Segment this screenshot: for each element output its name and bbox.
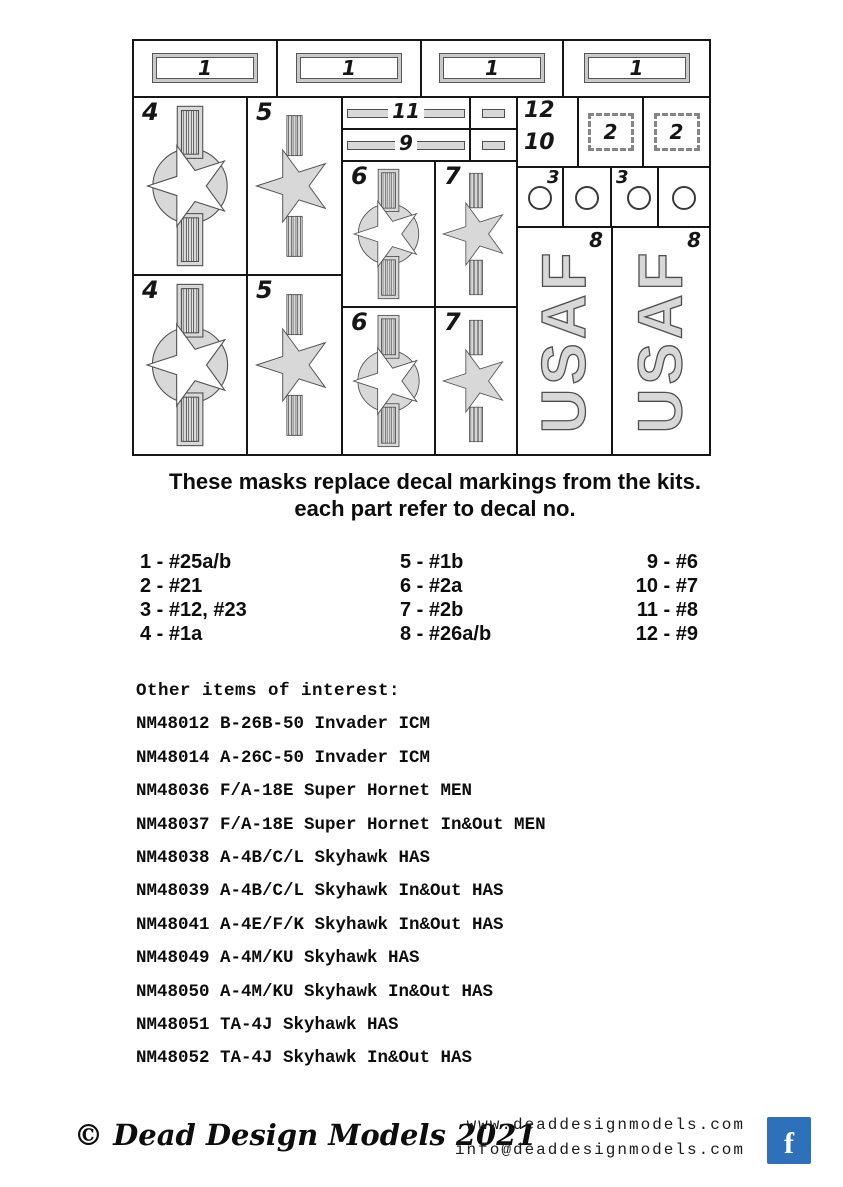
mask-5-panel [247, 97, 342, 275]
list-item: NM48038 A-4B/C/L Skyhawk HAS [136, 847, 431, 868]
star-insignia [247, 98, 342, 271]
mask-7-panel [435, 307, 517, 455]
mask-2-dashed-square [654, 113, 700, 151]
mask-1-cell [421, 40, 563, 97]
contact-block [455, 1113, 745, 1163]
decal-map-entry: 6 - #2a [400, 575, 463, 597]
mask-1-strip [440, 54, 544, 82]
mask-number: 3 [616, 167, 629, 188]
mask-1-strip [297, 54, 401, 82]
list-item: NM48041 A-4E/F/K Skyhawk In&Out HAS [136, 914, 504, 935]
mask-number: 7 [444, 308, 461, 336]
strip-label-cell [517, 97, 578, 167]
decal-map-entry: 12 - #9 [635, 623, 698, 645]
mask-3-circle [528, 186, 552, 210]
mask-1-strip [153, 54, 257, 82]
mask-4-panel [133, 97, 247, 275]
list-item: NM48012 B-26B-50 Invader ICM [136, 714, 431, 735]
mask-6-panel [342, 161, 435, 307]
decal-map-entry: 4 - #1a [140, 623, 203, 645]
mask-number: 9 [395, 132, 417, 154]
mask-number: 5 [256, 98, 273, 126]
mask-12-cell [470, 97, 517, 129]
mask-1-cell [133, 40, 277, 97]
website-url: www.deaddesignmodels.com [466, 1116, 745, 1134]
mask-number: 10 [524, 130, 555, 155]
usaf-lettering [517, 227, 612, 455]
heading-line-2: each part refer to decal no. [294, 496, 576, 521]
decal-map-entry: 8 - #26a/b [400, 623, 492, 645]
mask-2-cell [578, 97, 643, 167]
list-item: NM48052 TA-4J Skyhawk In&Out HAS [136, 1048, 473, 1069]
mask-number: 1 [485, 56, 499, 80]
list-item: NM48037 F/A-18E Super Hornet In&Out MEN [136, 814, 546, 835]
heading [30, 468, 840, 522]
mask-10-cell [470, 129, 517, 161]
mask-11-cell [342, 97, 470, 129]
mask-number: 6 [351, 162, 368, 190]
facebook-letter: f [784, 1126, 794, 1160]
mask-6-panel [342, 307, 435, 455]
list-item: NM48014 A-26C-50 Invader ICM [136, 747, 431, 768]
heading-line-1: These masks replace decal markings from the kits. [169, 469, 701, 494]
mask-number: 1 [342, 56, 356, 80]
mask-3-circle [627, 186, 651, 210]
roundel-insignia [133, 276, 247, 451]
email-address: info@deaddesignmodels.com [454, 1141, 745, 1159]
list-item: NM48039 A-4B/C/L Skyhawk In&Out HAS [136, 881, 504, 902]
mask-5-panel [247, 275, 342, 455]
mask-1-cell [277, 40, 421, 97]
decal-map-entry: 9 - #6 [646, 551, 698, 573]
mask-number: 2 [669, 120, 684, 144]
list-item: NM48036 F/A-18E Super Hornet MEN [136, 781, 473, 802]
mask-9-cell [342, 129, 470, 161]
mask-number: 6 [351, 308, 368, 336]
svg-text:USAF: USAF [530, 248, 599, 434]
mask-number: 1 [198, 56, 212, 80]
list-item: NM48051 TA-4J Skyhawk HAS [136, 1014, 399, 1035]
mask-number: 4 [142, 276, 159, 304]
mask-3-circle [575, 186, 599, 210]
other-items-list [136, 681, 546, 1082]
mask-number: 1 [629, 56, 644, 80]
mask-number: 11 [388, 100, 424, 122]
decal-map-entry: 5 - #1b [400, 551, 464, 573]
mask-3-cell [563, 167, 611, 227]
list-item: NM48050 A-4M/KU Skyhawk In&Out HAS [136, 981, 494, 1002]
star-insignia [247, 276, 342, 451]
copyright-signature: © Dead Design Models 2021 [74, 1118, 537, 1152]
mask-10-strip [482, 141, 505, 150]
mask-3-cell [611, 167, 658, 227]
facebook-icon[interactable] [767, 1117, 811, 1164]
mask-8-usaf-cell [612, 227, 710, 455]
mask-number: 5 [256, 276, 273, 304]
mask-sheet-diagram [133, 40, 710, 455]
mask-3-cell [517, 167, 563, 227]
decal-map-column-1 [140, 550, 360, 646]
decal-map-entry: 7 - #2b [400, 599, 464, 621]
other-items-title: Other items of interest: [136, 681, 401, 701]
decal-map-entry: 3 - #12, #23 [140, 599, 247, 621]
mask-number: 4 [142, 98, 159, 126]
mask-2-dashed-square [588, 113, 634, 151]
mask-3-cell [658, 167, 710, 227]
mask-number: 7 [444, 162, 461, 190]
mask-8-usaf-cell [517, 227, 612, 455]
mask-number: 8 [687, 228, 701, 252]
decal-map-entry: 10 - #7 [635, 575, 698, 597]
usaf-lettering [612, 227, 710, 455]
decal-map-entry: 2 - #21 [140, 575, 203, 597]
mask-4-panel [133, 275, 247, 455]
decal-map-column-3 [540, 550, 698, 646]
mask-12-strip [482, 109, 505, 118]
mask-number: 3 [547, 167, 560, 188]
decal-map-entry: 1 - #25a/b [140, 551, 232, 573]
mask-1-strip [585, 54, 689, 82]
mask-number: 2 [603, 120, 618, 144]
decal-map-entry: 11 - #8 [636, 599, 698, 621]
roundel-insignia [133, 98, 247, 271]
mask-number: 8 [589, 228, 603, 252]
mask-3-circle [672, 186, 696, 210]
svg-text:USAF: USAF [626, 248, 696, 434]
mask-1-cell [563, 40, 710, 97]
mask-number: 12 [524, 98, 555, 123]
mask-7-panel [435, 161, 517, 307]
list-item: NM48049 A-4M/KU Skyhawk HAS [136, 948, 420, 969]
mask-2-cell [643, 97, 710, 167]
